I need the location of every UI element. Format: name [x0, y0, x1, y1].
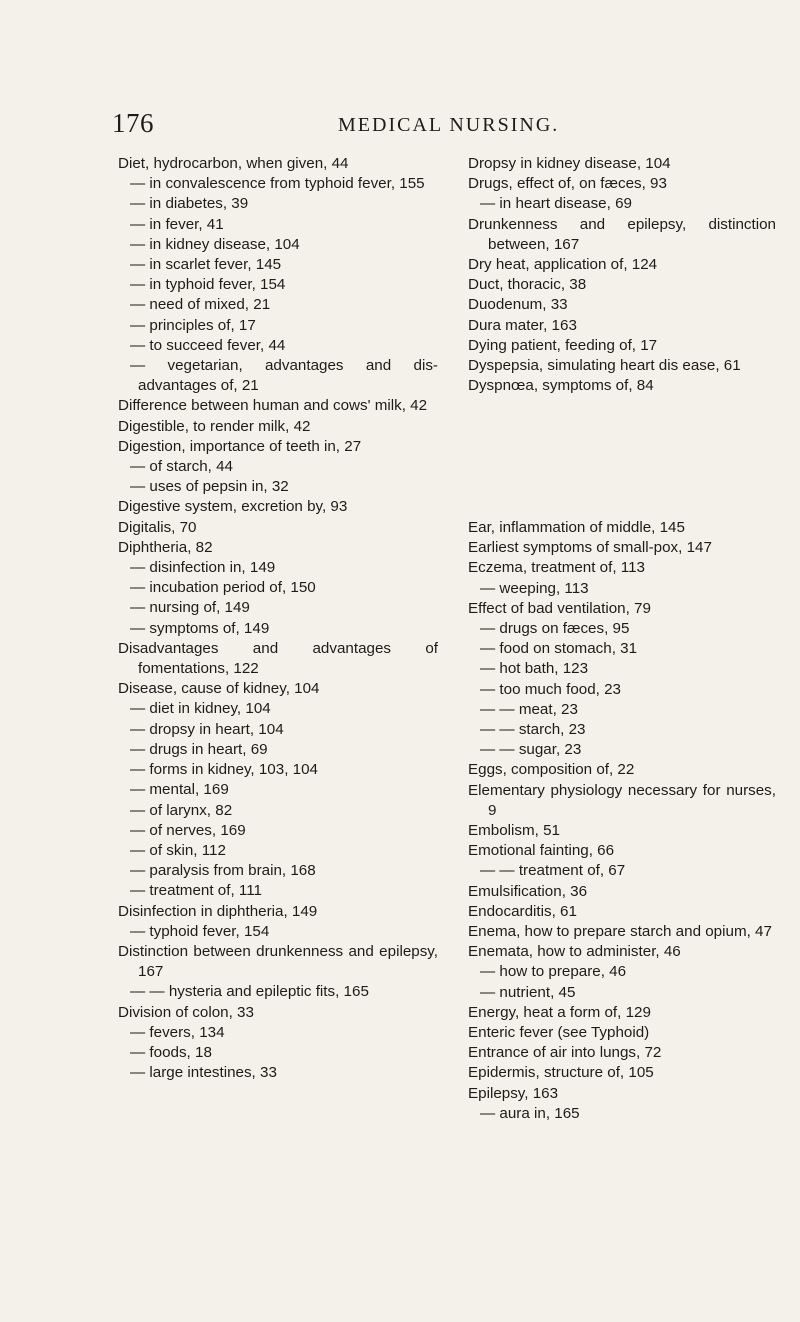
index-subentry: — need of mixed, 21 [130, 296, 271, 314]
index-subentry: — — treatment of, 67 [480, 862, 626, 880]
index-subentry: — — meat, 23 [480, 700, 578, 718]
index-subentry: — uses of pepsin in, 32 [130, 478, 289, 496]
index-subentry: — hot bath, 123 [480, 660, 589, 678]
index-column-right-d [468, 154, 776, 396]
index-subentry: — to succeed fever, 44 [130, 336, 286, 354]
index-subentry: — disinfection in, 149 [130, 559, 276, 577]
index-subentry: — in typhoid fever, 154 [130, 276, 286, 294]
index-subentry: — in scarlet fever, 145 [130, 256, 282, 274]
index-subentry: — of nerves, 169 [130, 821, 246, 839]
index-subentry: — in convalescence from typhoid fever, 155 [130, 175, 425, 193]
index-entry: Ear, inflammation of middle, 145 [468, 519, 685, 536]
index-subentry: — too much food, 23 [480, 680, 621, 698]
index-entry: Dying patient, feeding of, 17 [468, 336, 658, 354]
index-column-left [118, 154, 438, 1083]
index-entry: Diet, hydrocarbon, when given, 44 [118, 155, 349, 172]
index-entry: Diphtheria, 82 [118, 538, 213, 556]
index-subentry: — aura in, 165 [480, 1104, 580, 1122]
index-subentry: — typhoid fever, 154 [130, 922, 270, 940]
index-entry: Emotional fainting, 66 [468, 842, 615, 860]
index-subentry: — foods, 18 [130, 1043, 212, 1061]
index-entry: Entrance of air into lungs, 72 [468, 1044, 662, 1062]
index-entry: Dyspepsia, simulating heart dis ease, 61 [468, 357, 741, 375]
index-subentry: — drugs in heart, 69 [130, 740, 268, 758]
index-entry: Epilepsy, 163 [468, 1084, 559, 1102]
index-entry: Difference between human and cows' milk, 42 [118, 397, 428, 415]
index-subentry: — fevers, 134 [130, 1023, 225, 1041]
index-entry: Distinction between drunkenness and epilepsy, 167 [118, 942, 438, 981]
index-entry: Dura mater, 163 [468, 316, 577, 334]
index-subentry: — treatment of, 111 [130, 882, 262, 900]
index-entry: Disadvantages and advantages of fomentations, 122 [118, 639, 438, 678]
index-entry: Enema, how to prepare starch and opium, 47 [468, 923, 772, 941]
index-entry: Enteric fever (see Typhoid) [468, 1024, 650, 1042]
index-entry: Duct, thoracic, 38 [468, 276, 587, 294]
index-subentry: — symptoms of, 149 [130, 619, 270, 637]
index-subentry: — drugs on fæces, 95 [480, 620, 630, 638]
index-entry: Emulsification, 36 [468, 882, 588, 900]
index-entry: Drugs, effect of, on fæces, 93 [468, 175, 667, 193]
index-subentry: — in heart disease, 69 [480, 195, 632, 213]
index-subentry: — large intestines, 33 [130, 1064, 277, 1082]
index-subentry: — nursing of, 149 [130, 599, 250, 617]
index-entry: Eczema, treatment of, 113 [468, 559, 645, 577]
index-entry: Drunkenness and epilepsy, distinction between, 167 [468, 215, 776, 253]
index-entry: Elementary physiology necessary for nurses, 9 [468, 781, 776, 819]
index-entry: Eggs, composition of, 22 [468, 761, 635, 779]
index-subentry: — paralysis from brain, 168 [130, 862, 316, 880]
index-entry: Digestion, importance of teeth in, 27 [118, 437, 362, 455]
index-subentry: — food on stomach, 31 [480, 640, 638, 658]
index-entry: Energy, heat a form of, 129 [468, 1003, 651, 1021]
index-subentry: — in kidney disease, 104 [130, 235, 300, 253]
index-subentry: — — sugar, 23 [480, 741, 582, 759]
index-subentry: — — hysteria and epileptic fits, 165 [130, 983, 369, 1001]
index-entry: Epidermis, structure of, 105 [468, 1064, 654, 1082]
index-entry: Digestible, to render milk, 42 [118, 417, 311, 435]
index-entry: Digestive system, excretion by, 93 [118, 498, 348, 516]
index-subentry: — of larynx, 82 [130, 801, 233, 819]
index-entry: Earliest symptoms of small-pox, 147 [468, 539, 712, 557]
index-subentry: — weeping, 113 [480, 579, 589, 597]
index-subentry: — principles of, 17 [130, 316, 256, 334]
index-entry: Disease, cause of kidney, 104 [118, 680, 320, 698]
index-entry: Dropsy in kidney disease, 104 [468, 155, 671, 172]
index-entry: Dry heat, application of, 124 [468, 256, 658, 274]
index-entry: Embolism, 51 [468, 822, 561, 840]
index-entry: Enemata, how to administer, 46 [468, 943, 681, 961]
index-column-right-e [468, 518, 776, 1124]
index-subentry: — of starch, 44 [130, 458, 233, 476]
page-number: 176 [112, 108, 154, 138]
index-subentry: — in diabetes, 39 [130, 195, 249, 213]
index-entry: Dyspnœa, symptoms of, 84 [468, 377, 654, 395]
index-subentry: — in fever, 41 [130, 215, 224, 233]
index-entry: Effect of bad ventilation, 79 [468, 599, 651, 617]
index-entry: Disinfection in diphtheria, 149 [118, 902, 318, 920]
index-subentry: — how to prepare, 46 [480, 963, 627, 981]
index-subentry: — mental, 169 [130, 781, 229, 799]
index-entry: Endocarditis, 61 [468, 902, 577, 920]
index-subentry: — vegetarian, advantages and dis-advantages of, 21 [130, 357, 438, 395]
index-entry: Duodenum, 33 [468, 296, 568, 314]
index-entry: Digitalis, 70 [118, 518, 197, 536]
index-subentry: — diet in kidney, 104 [130, 700, 271, 718]
running-title: MEDICAL NURSING. [338, 114, 560, 136]
index-subentry: — of skin, 112 [130, 841, 226, 859]
index-subentry: — — starch, 23 [480, 721, 586, 739]
index-subentry: — incubation period of, 150 [130, 579, 316, 597]
index-subentry: — nutrient, 45 [480, 983, 576, 1001]
index-subentry: — forms in kidney, 103, 104 [130, 761, 318, 779]
index-entry: Division of colon, 33 [118, 1003, 254, 1021]
index-subentry: — dropsy in heart, 104 [130, 720, 284, 738]
